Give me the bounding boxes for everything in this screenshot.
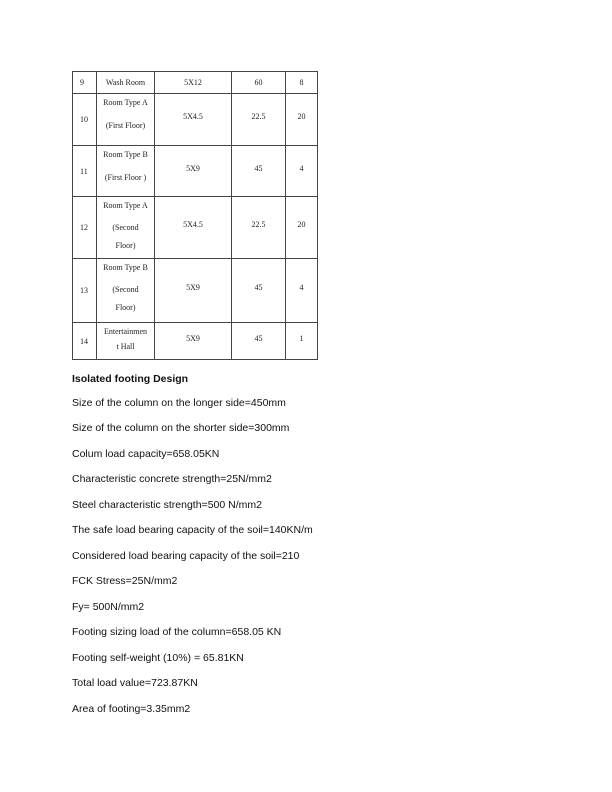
room-name: Room Type A (First Floor): [97, 94, 155, 146]
row-number: 9: [73, 72, 97, 94]
paragraph-line: Steel characteristic strength=500 N/mm2: [72, 499, 262, 511]
table-row: [73, 197, 318, 259]
room-name: Room Type A (Second Floor): [97, 197, 155, 259]
paragraph-line: Size of the column on the shorter side=300mm: [72, 422, 290, 434]
table-row: [73, 323, 318, 360]
paragraph-line: Total load value=723.87KN: [72, 677, 198, 689]
room-name: Room Type B (Second Floor): [97, 259, 155, 323]
room-quantity: 1: [286, 323, 318, 360]
room-table: [72, 71, 318, 360]
room-size: 5X4.5: [155, 197, 232, 259]
room-name: Wash Room: [97, 72, 155, 94]
room-area: 60: [232, 72, 286, 94]
paragraph-line: The safe load bearing capacity of the soil=140KN/m: [72, 524, 313, 536]
room-area: 45: [232, 259, 286, 323]
room-size: 5X12: [155, 72, 232, 94]
paragraph-line: Footing self-weight (10%) = 65.81KN: [72, 652, 244, 664]
paragraph-line: Characteristic concrete strength=25N/mm2: [72, 473, 272, 485]
room-size: 5X9: [155, 146, 232, 197]
room-name: Entertainmen t Hall: [97, 323, 155, 360]
room-quantity: 4: [286, 259, 318, 323]
room-area: 22.5: [232, 94, 286, 146]
room-area: 45: [232, 146, 286, 197]
room-size: 5X4.5: [155, 94, 232, 146]
room-quantity: 4: [286, 146, 318, 197]
room-quantity: 8: [286, 72, 318, 94]
paragraph-line: Considered load bearing capacity of the soil=210: [72, 550, 300, 562]
row-number: 13: [73, 259, 97, 323]
room-area: 22.5: [232, 197, 286, 259]
room-size: 5X9: [155, 323, 232, 360]
paragraph-line: FCK Stress=25N/mm2: [72, 575, 178, 587]
table-row: [73, 259, 318, 323]
section-heading: Isolated footing Design: [72, 373, 189, 385]
room-name: Room Type B (First Floor ): [97, 146, 155, 197]
row-number: 11: [73, 146, 97, 197]
paragraph-line: Footing sizing load of the column=658.05 KN: [72, 626, 282, 638]
room-size: 5X9: [155, 259, 232, 323]
paragraph-line: Colum load capacity=658.05KN: [72, 448, 220, 460]
paragraph-line: Size of the column on the longer side=450mm: [72, 397, 286, 409]
row-number: 10: [73, 94, 97, 146]
paragraph-line: Fy= 500N/mm2: [72, 601, 145, 613]
row-number: 14: [73, 323, 97, 360]
table-row: [73, 72, 318, 94]
room-area: 45: [232, 323, 286, 360]
room-quantity: 20: [286, 197, 318, 259]
table-row: [73, 146, 318, 197]
paragraph-line: Area of footing=3.35mm2: [72, 703, 191, 715]
row-number: 12: [73, 197, 97, 259]
room-quantity: 20: [286, 94, 318, 146]
table-row: [73, 94, 318, 146]
